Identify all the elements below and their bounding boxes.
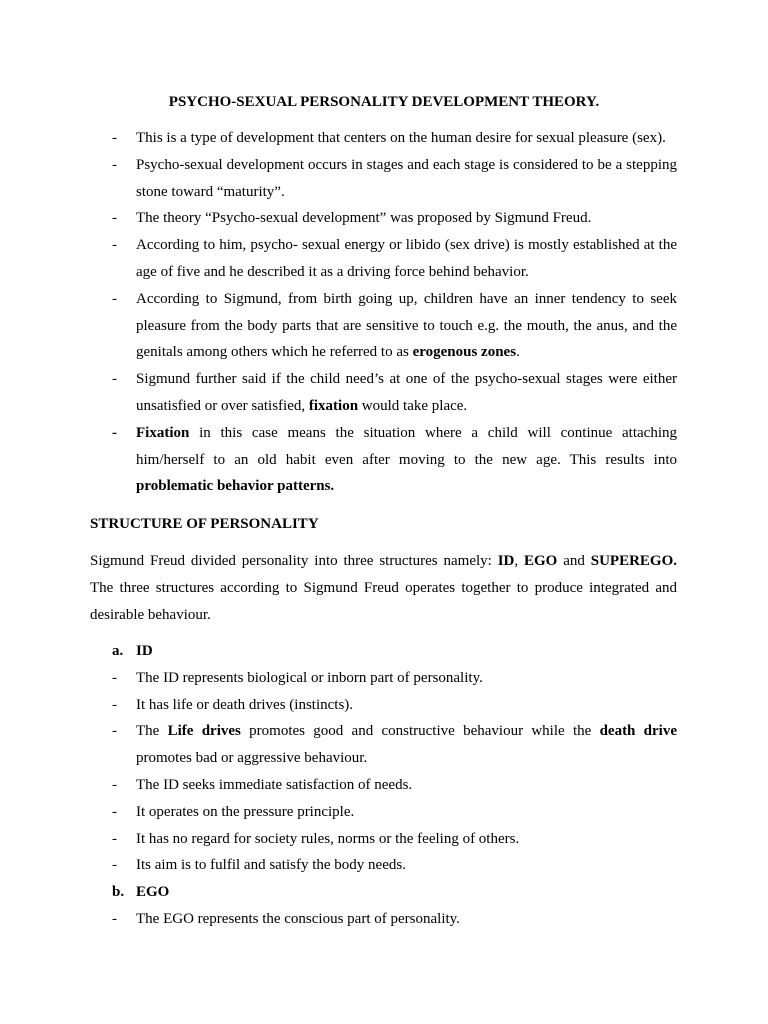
emphasis-term: death drive (599, 723, 678, 740)
list-item-text: It has life or death drives (instincts). (136, 696, 354, 713)
bullet-dash: - (112, 210, 117, 227)
list-item (112, 906, 677, 933)
bullet-dash: - (112, 723, 117, 740)
bullet-dash: - (112, 669, 117, 686)
subsection-heading (112, 638, 677, 665)
emphasis-term: ID (497, 553, 515, 569)
list-item (112, 665, 677, 692)
subsection-heading (112, 879, 677, 906)
list-item-text (136, 420, 677, 500)
list-item (112, 420, 677, 500)
bullet-dash: - (112, 237, 117, 254)
list-item-text-part: . (516, 344, 520, 361)
structure-paragraph (90, 548, 677, 628)
paragraph-text-part: The three structures according to Sigmund Freud operates together to produce integrated and desirable behaviour. (90, 579, 677, 623)
paragraph-text-part: Sigmund Freud divided personality into three structures namely: (90, 553, 498, 569)
subsection-label: EGO (136, 884, 170, 901)
bullet-dash: - (112, 830, 117, 847)
bullet-dash: - (112, 424, 117, 441)
list-item (112, 152, 677, 206)
list-item-text-part: promotes bad or aggressive behaviour. (136, 750, 368, 767)
emphasis-term: erogenous zones (412, 344, 517, 361)
list-item-text: According to him, psycho- sexual energy or libido (sex drive) is mostly established at the age of five and he described it as a driving force behind behavior. (136, 237, 677, 280)
bullet-dash: - (112, 130, 117, 146)
bullet-dash: - (112, 776, 117, 793)
list-item-text: Its aim is to fulfil and satisfy the body needs. (136, 857, 406, 874)
list-item-text-part: Sigmund further said if the child need’s at one of the psycho-sexual stages were either unsatisfied or over satisfied, (136, 371, 677, 414)
emphasis-term: SUPEREGO. (590, 553, 678, 569)
list-item-text: The EGO represents the conscious part of personality. (136, 910, 460, 927)
list-item-text: It has no regard for society rules, norms or the feeling of others. (136, 830, 520, 847)
list-item (112, 692, 677, 719)
bullet-dash: - (112, 910, 117, 927)
list-item (112, 718, 677, 772)
list-item-text: The theory “Psycho-sexual development” was proposed by Sigmund Freud. (136, 210, 592, 227)
list-item-text-part: would take place. (358, 397, 468, 414)
list-item-text: Psycho-sexual development occurs in stages and each stage is considered to be a stepping stone toward “maturity”. (136, 156, 677, 200)
subsection-marker: b. (112, 884, 125, 901)
list-item (112, 125, 677, 152)
emphasis-term: EGO (524, 553, 558, 569)
emphasis-term: Life drives (167, 723, 241, 740)
bullet-dash: - (112, 290, 117, 307)
intro-bullet-list (112, 125, 677, 500)
list-item-text: The ID seeks immediate satisfaction of needs. (136, 776, 413, 793)
list-item (112, 205, 677, 232)
list-item-text-part: in this case means the situation where a child will continue attaching him/herself to an old habit even after moving to the new age. This results into (136, 424, 677, 468)
list-item-text (136, 286, 677, 366)
list-item-text (136, 718, 677, 772)
list-item (112, 366, 677, 420)
list-item (112, 852, 677, 879)
id-section (112, 638, 677, 933)
list-item-text-part: promotes good and constructive behaviour while the (240, 723, 600, 740)
emphasis-term: Fixation (136, 424, 190, 441)
bullet-dash: - (112, 696, 117, 713)
bullet-dash: - (112, 371, 117, 388)
bullet-dash: - (112, 803, 117, 820)
bullet-dash: - (112, 156, 117, 173)
list-item-text-part: The (136, 723, 168, 740)
list-item (112, 286, 677, 366)
bullet-dash: - (112, 857, 117, 874)
list-item-text (136, 366, 677, 420)
page-title: PSYCHO-SEXUAL PERSONALITY DEVELOPMENT THEORY. (168, 94, 600, 110)
list-item (112, 799, 677, 826)
list-item (112, 772, 677, 799)
list-item (112, 826, 677, 853)
paragraph-text-part: , (514, 553, 524, 569)
list-item-text: It operates on the pressure principle. (136, 803, 355, 820)
subsection-marker: a. (112, 643, 124, 659)
subsection-label: ID (136, 643, 153, 659)
list-item-text: This is a type of development that centers on the human desire for sexual pleasure (sex). (136, 130, 666, 146)
paragraph-text-part: and (557, 553, 591, 569)
emphasis-term: problematic behavior patterns. (136, 478, 335, 495)
list-item (112, 232, 677, 286)
emphasis-term: fixation (308, 397, 359, 414)
section-heading: STRUCTURE OF PERSONALITY (90, 516, 319, 532)
list-item-text-part: According to Sigmund, from birth going up, children have an inner tendency to seek pleasure from the body parts that are sensitive to touch e.g. the mouth, the anus, and the genitals among others which he referred to as (136, 290, 677, 361)
list-item-text: The ID represents biological or inborn part of personality. (136, 669, 483, 686)
